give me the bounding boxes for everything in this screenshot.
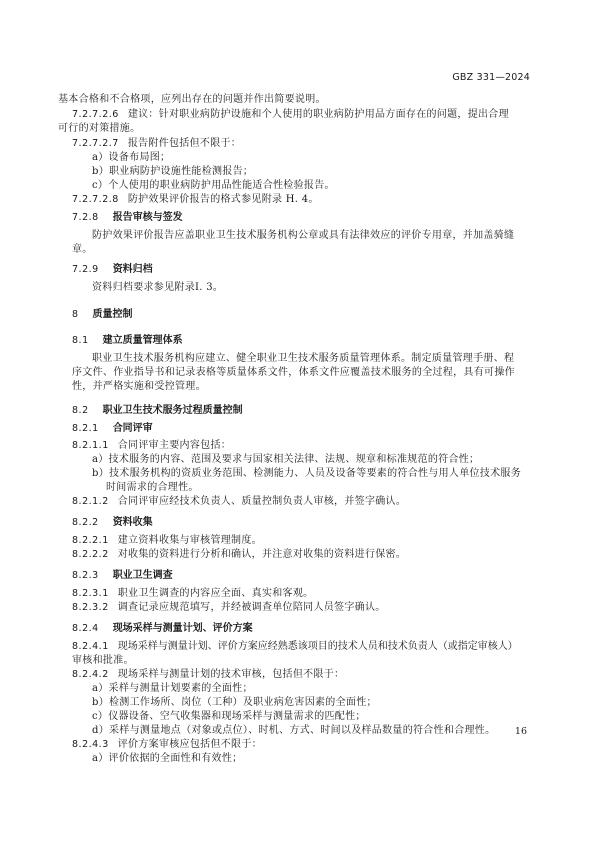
list-item: d）采样与测量地点（对象或点位）、时机、方式、时间以及样品数量的符合性和合理性。	[92, 725, 496, 736]
paragraph-line: 基本合格和不合格项，应列出存在的问题并作出简要说明。	[58, 94, 326, 105]
clause-text: 报告附件包括但不限于：	[127, 138, 242, 149]
clause-line	[72, 137, 241, 151]
section-number: 8.2	[72, 405, 89, 416]
clause-line	[72, 601, 386, 615]
subsection-title: 资料收集	[112, 517, 153, 528]
clause-text: 调查记录应规范填写，并经被调查单位陪同人员签字确认。	[117, 602, 386, 613]
clause-number: 8.2.4.2	[72, 669, 109, 680]
clause-line	[72, 108, 509, 122]
list-item: b）职业病防护设施性能检测报告；	[92, 166, 254, 177]
subsection-number: 8.2.4	[72, 623, 99, 634]
page-number: 16	[514, 726, 527, 737]
clause-text: 对收集的资料进行分析和确认，并注意对收集的资料进行保密。	[117, 549, 407, 560]
section-heading	[72, 404, 243, 418]
clause-number: 8.2.2.2	[72, 549, 109, 560]
section-number: 7.2.9	[72, 264, 99, 275]
section-title: 资料归档	[112, 264, 153, 275]
list-item: b）检测工作场所、岗位（工种）及职业病危害因素的全面性；	[92, 697, 377, 708]
clause-number: 8.2.4.3	[72, 739, 109, 750]
clause-line	[72, 439, 231, 453]
section-number: 7.2.8	[72, 212, 99, 223]
clause-text: 合同评审主要内容包括：	[117, 440, 232, 451]
clause-number: 8.2.1.2	[72, 496, 109, 507]
subsection-title: 现场采样与测量计划、评价方案	[112, 623, 253, 634]
paragraph-line: 审核和批准。	[72, 655, 134, 666]
section-number: 8.1	[72, 335, 89, 346]
chapter-title: 质量控制	[92, 309, 133, 320]
clause-number: 8.2.3.2	[72, 602, 109, 613]
list-item: b）技术服务机构的资质业务范围、检测能力、人员及设备等要素的符合性与用人单位技术服务	[92, 468, 522, 479]
section-heading	[72, 263, 153, 277]
clause-number: 8.2.2.1	[72, 535, 109, 546]
clause-line	[72, 193, 319, 207]
clause-text: 现场采样与测量计划、评价方案应经熟悉该项目的技术人员和技术负责人（或指定审核人）	[117, 641, 518, 652]
clause-number: 8.2.3.1	[72, 588, 109, 599]
section-title: 报告审核与签发	[112, 212, 183, 223]
clause-text: 防护效果评价报告的格式参见附录 H. 4。	[127, 194, 319, 205]
list-item: a）评价依据的全面性和有效性；	[92, 753, 243, 764]
list-item: c）仪器设备、空气收集器和现场采样与测量需求的匹配性；	[92, 711, 366, 722]
subsection-number: 8.2.2	[72, 517, 99, 528]
paragraph-line: 可行的对策措施。	[58, 123, 141, 134]
clause-number: 7.2.7.2.8	[72, 194, 119, 205]
chapter-number: 8	[72, 309, 79, 320]
chapter-heading	[72, 308, 133, 322]
clause-line	[72, 587, 313, 601]
list-item: a）采样与测量计划要素的全面性；	[92, 683, 253, 694]
list-item: c）个人使用的职业病防护用品性能适合性检验报告。	[92, 180, 335, 191]
paragraph-line: 性，并严格实施和受控管理。	[72, 381, 206, 392]
subsection-heading	[72, 516, 153, 530]
clause-text: 职业卫生调查的内容应全面、真实和客观。	[117, 588, 314, 599]
clause-number: 8.2.1.1	[72, 440, 109, 451]
subsection-number: 8.2.3	[72, 570, 99, 581]
paragraph-line: 序文件、作业指导书和记录表格等质量体系文件，体系文件应覆盖技术服务的全过程，具有可操作	[72, 367, 515, 378]
clause-line	[72, 668, 344, 682]
subsection-title: 职业卫生调查	[112, 570, 173, 581]
section-heading	[72, 211, 183, 225]
clause-text: 评价方案审核应包括但不限于：	[117, 739, 262, 750]
clause-line	[72, 495, 406, 509]
paragraph-line: 防护效果评价报告应盖职业卫生技术服务机构公章或具有法律效应的评价专用章，并加盖骑缝	[92, 230, 515, 241]
subsection-heading	[72, 569, 173, 583]
clause-number: 7.2.7.2.6	[72, 109, 119, 120]
paragraph-line: 章。	[72, 244, 93, 255]
clause-text: 合同评审应经技术负责人、质量控制负责人审核，并签字确认。	[117, 496, 407, 507]
list-item-continuation: 时间需求的合理性。	[106, 482, 199, 493]
section-title: 职业卫生技术服务过程质量控制	[102, 405, 243, 416]
clause-line	[72, 548, 406, 562]
clause-text: 现场采样与测量计划的技术审核，包括但不限于：	[117, 669, 345, 680]
clause-text: 建议：针对职业病防护设施和个人使用的职业病防护用品方面存在的问题，提出合理	[127, 109, 509, 120]
header-code: GBZ 331—2024	[452, 72, 530, 83]
subsection-heading	[72, 622, 253, 636]
clause-line	[72, 738, 262, 752]
subsection-title: 合同评审	[112, 423, 153, 434]
list-item: a）技术服务的内容、范围及要求与国家相关法律、法规、规章和标准规范的符合性；	[92, 454, 480, 465]
section-title: 建立质量管理体系	[102, 335, 183, 346]
clause-line	[72, 534, 262, 548]
paragraph-line: 职业卫生技术服务机构应建立、健全职业卫生技术服务质量管理体系。制定质量管理手册、程	[92, 353, 515, 364]
subsection-heading	[72, 422, 153, 436]
paragraph-line: 资料归档要求参见附录I. 3。	[92, 282, 224, 293]
list-item: a）设备布局图；	[92, 152, 171, 163]
clause-number: 7.2.7.2.7	[72, 138, 119, 149]
clause-line	[72, 640, 518, 654]
subsection-number: 8.2.1	[72, 423, 99, 434]
clause-text: 建立资料收集与审核管理制度。	[117, 535, 262, 546]
section-heading	[72, 334, 183, 348]
clause-number: 8.2.4.1	[72, 641, 109, 652]
